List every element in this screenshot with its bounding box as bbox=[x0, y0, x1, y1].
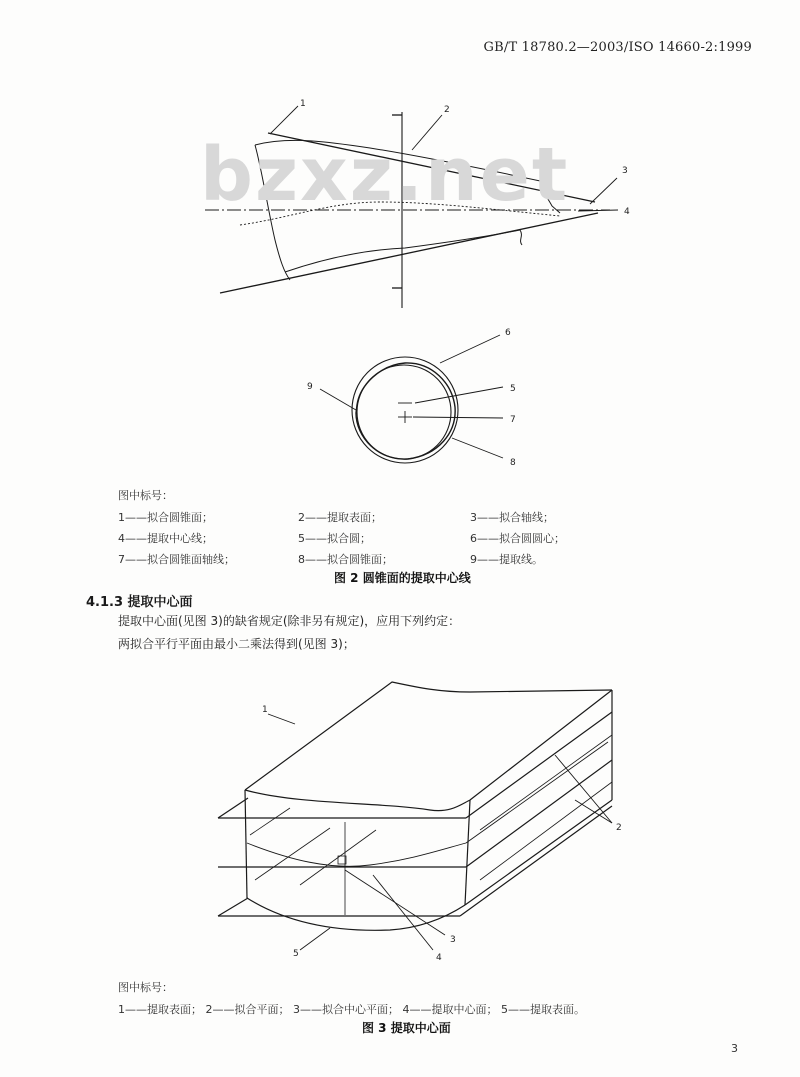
fig2-legend-item: 9——提取线。 bbox=[470, 553, 543, 566]
fig3-callout-5: 5 bbox=[293, 949, 299, 959]
fig3-caption: 图 3 提取中心面 bbox=[362, 1021, 451, 1035]
fig2-callout-3: 3 bbox=[622, 166, 628, 176]
fig2-callout-5: 5 bbox=[510, 384, 516, 394]
fig2-callout-9: 9 bbox=[307, 382, 313, 392]
fig2-legend-item: 1——拟合圆锥面； bbox=[118, 511, 213, 524]
fig3-legend-title: 图中标号： bbox=[118, 981, 173, 994]
section-paragraph-2: 两拟合平行平面由最小二乘法得到(见图 3)； bbox=[118, 637, 355, 651]
standard-header: GB/T 18780.2—2003/ISO 14660-2:1999 bbox=[483, 40, 752, 55]
fig2-callout-7: 7 bbox=[510, 415, 516, 425]
watermark: bzxz.net bbox=[200, 132, 570, 218]
fig2-legend-item: 8——拟合圆锥面； bbox=[298, 553, 393, 566]
fig3-callout-4: 4 bbox=[436, 953, 442, 963]
fig2-callout-6: 6 bbox=[505, 328, 511, 338]
section-paragraph-1: 提取中心面(见图 3)的缺省规定(除非另有规定)，应用下列约定： bbox=[118, 614, 461, 628]
fig2-legend-item: 3——拟合轴线； bbox=[470, 511, 554, 524]
figure2-cross-section bbox=[0, 325, 800, 475]
fig3-callout-2: 2 bbox=[616, 823, 622, 833]
fig2-legend-title: 图中标号： bbox=[118, 489, 173, 502]
fig2-callout-8: 8 bbox=[510, 458, 516, 468]
fig3-callout-1: 1 bbox=[262, 705, 268, 715]
fig2-legend-item: 6——拟合圆圆心； bbox=[470, 532, 565, 545]
fig3-legend-text: 1——提取表面； 2——拟合平面； 3——拟合中心平面； 4——提取中心面； 5——提取表面。 bbox=[118, 1003, 585, 1016]
fig3-callout-3: 3 bbox=[450, 935, 456, 945]
fig2-legend-item: 7——拟合圆锥面轴线； bbox=[118, 553, 235, 566]
page-number: 3 bbox=[731, 1042, 738, 1055]
section-title: 4.1.3 提取中心面 bbox=[86, 595, 193, 610]
figure3-median-surface bbox=[0, 660, 800, 970]
fig2-caption: 图 2 圆锥面的提取中心线 bbox=[334, 571, 471, 585]
fig2-legend-item: 5——拟合圆； bbox=[298, 532, 371, 545]
fig2-legend-item: 4——提取中心线； bbox=[118, 532, 213, 545]
fig2-legend-item: 2——提取表面； bbox=[298, 511, 382, 524]
fig2-callout-2: 2 bbox=[444, 105, 450, 115]
fig2-callout-4: 4 bbox=[624, 207, 630, 217]
fig2-callout-1: 1 bbox=[300, 99, 306, 109]
